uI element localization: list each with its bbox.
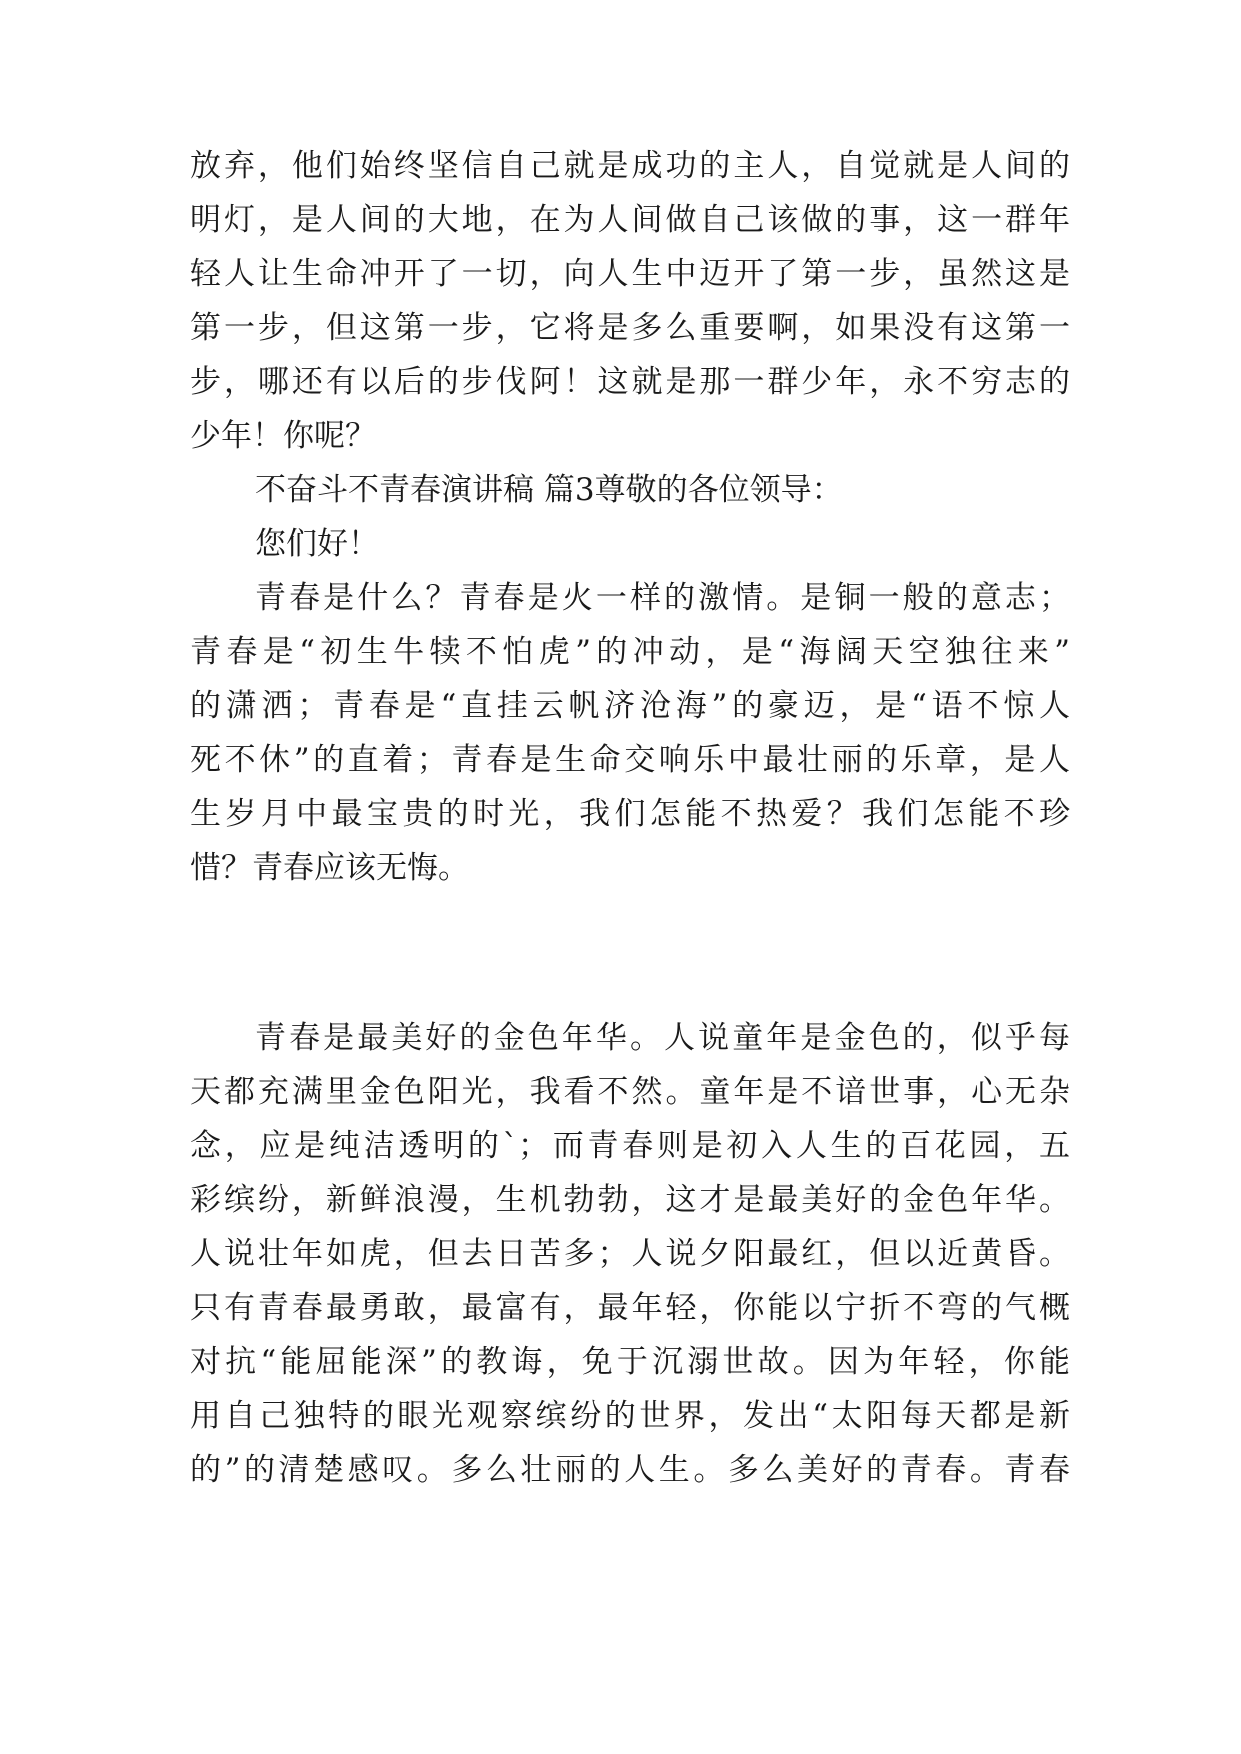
text-line: 的潇洒；青春是“直挂云帆济沧海”的豪迈，是“语不惊人 <box>190 688 1070 724</box>
text-line: 惜？青春应该无悔。 <box>190 850 469 886</box>
text-line: 第一步，但这第一步，它将是多么重要啊，如果没有这第一 <box>190 310 1070 346</box>
text-line: 对抗“能屈能深”的教诲，免于沉溺世故。因为年轻，你能 <box>190 1344 1070 1380</box>
text-line: 青春是“初生牛犊不怕虎”的冲动，是“海阔天空独往来” <box>190 634 1070 670</box>
text-line: 用自己独特的眼光观察缤纷的世界，发出“太阳每天都是新 <box>190 1398 1070 1434</box>
text-line: 生岁月中最宝贵的时光，我们怎能不热爱？我们怎能不珍 <box>190 796 1070 832</box>
text-line: 步，哪还有以后的步伐阿！这就是那一群少年，永不穷志的 <box>190 364 1070 400</box>
text-line: 念，应是纯洁透明的`；而青春则是初入人生的百花园，五 <box>190 1128 1070 1164</box>
text-line: 只有青春最勇敢，最富有，最年轻，你能以宁折不弯的气概 <box>190 1290 1070 1326</box>
text-line: 少年！你呢？ <box>190 418 376 454</box>
text-line: 彩缤纷，新鲜浪漫，生机勃勃，这才是最美好的金色年华。 <box>190 1182 1070 1218</box>
text-line: 人说壮年如虎，但去日苦多；人说夕阳最红，但以近黄昏。 <box>190 1236 1070 1272</box>
section-heading: 不奋斗不青春演讲稿 篇3尊敬的各位领导： <box>255 472 843 508</box>
text-line: 轻人让生命冲开了一切，向人生中迈开了第一步，虽然这是 <box>190 256 1070 292</box>
text-line: 明灯，是人间的大地，在为人间做自己该做的事，这一群年 <box>190 202 1070 238</box>
greeting: 您们好！ <box>255 526 379 562</box>
text-line: 的”的清楚感叹。多么壮丽的人生。多么美好的青春。青春 <box>190 1452 1070 1488</box>
text-line: 青春是最美好的金色年华。人说童年是金色的，似乎每 <box>255 1020 1070 1056</box>
text-line: 天都充满里金色阳光，我看不然。童年是不谙世事，心无杂 <box>190 1074 1070 1110</box>
text-line: 青春是什么？青春是火一样的激情。是铜一般的意志； <box>255 580 1070 616</box>
text-line: 放弃，他们始终坚信自己就是成功的主人，自觉就是人间的 <box>190 148 1070 184</box>
text-line: 死不休”的直着；青春是生命交响乐中最壮丽的乐章，是人 <box>190 742 1070 778</box>
